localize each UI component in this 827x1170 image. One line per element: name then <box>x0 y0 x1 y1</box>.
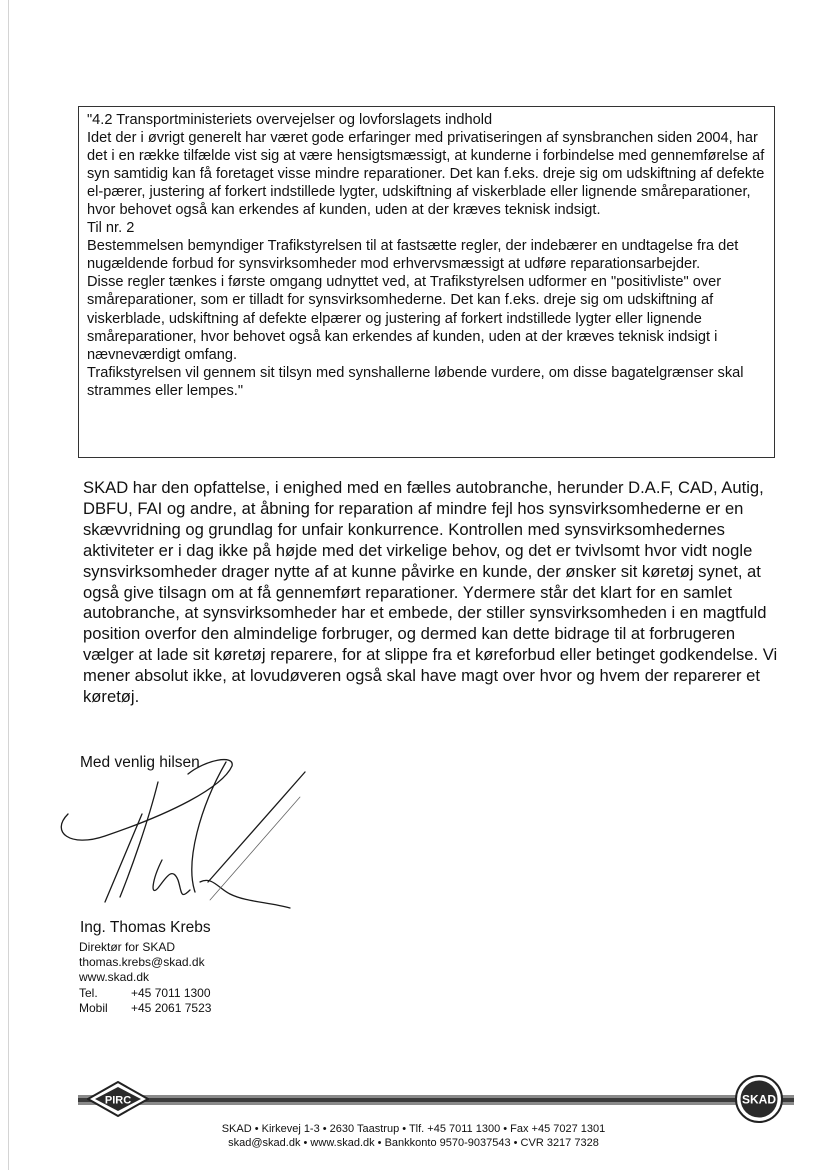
pirc-logo <box>87 1081 149 1117</box>
quote-paragraph-3: Disse regler tænkes i første omgang udnyttet ved, at Trafikstyrelsen udformer en "positivliste" over småreparationer, som er tilladt for synsvirksomhederne. Det kan f.eks. dreje sig om udskiftning af viskerblade, udskiftning af defekte elpærer og justering af forkert indstillede lygter eller lignende småreparationer, hvor behovet også kan erkendes af kunden, uden at der kræves teknisk indsigt i nævneværdigt omfang. <box>87 274 722 363</box>
body-paragraph: SKAD har den opfattelse, i enighed med en fælles autobranche, herunder D.A.F, CAD, Autig, DBFU, FAI og andre, at åbning for reparation af mindre fejl hos synsvirksomhederne er en skævvridning og grundlag for unfair konkurrence. Kontrollen med synsvirksomhedernes aktiviteter er i dag ikke på højde med det virkelige behov, og det er tvivlsomt hvor vidt nogle synsvirksomheder drager nytte af at kunne påvirke en kunde, der ønsker sit køretøj synet, at også give tilsagn om at få gennemført reparationer. Ydermere står det klart for en samlet autobranche, at synsvirksomheder har et embede, der stiller synsvirksomheden i en magtfuld position overfor den almindelige forbruger, og dermed kan dette bidrage til at forbrugeren vælger at lade sit køretøj reparere, for at slippe fra et køreforbud eller betinget godkendelse. Vi mener absolut ikke, at lovudøveren også skal have magt over hvor og hvem der reparerer et køretøj. <box>83 478 778 707</box>
mobile-number: +45 2061 7523 <box>131 1000 212 1015</box>
quote-paragraph-1: Idet der i øvrigt generelt har været gode erfaringer med privatiseringen af synsbranchen siden 2004, har det i en række tilfælde vist sig at være hensigtsmæssigt, at kunderne i forbindelse med gennemførelse af syn samtidig kan få foretaget visse mindre reparationer. Det kan f.eks. dreje sig om udskiftning af defekte el-pærer, justering af forkert indstillede lygter, udskiftning af viskerblade eller lignende småreparationer, hvor behovet også kan erkendes af kunden, uden at der kræves teknisk indsigt. <box>87 130 765 219</box>
skad-logo <box>734 1074 784 1124</box>
sender-contact-block <box>79 940 211 1016</box>
handwritten-signature <box>50 752 320 912</box>
quoted-law-text <box>78 106 775 458</box>
phone-label: Tel. <box>79 985 98 1000</box>
footer-bar-inner <box>78 1098 794 1102</box>
footer-bar <box>78 1093 794 1107</box>
phone-number: +45 7011 1300 <box>131 985 211 1000</box>
quote-subheading: Til nr. 2 <box>87 220 135 237</box>
footer-address <box>0 1122 827 1150</box>
sender-email[interactable]: thomas.krebs@skad.dk <box>79 955 205 970</box>
skad-logo-text: SKAD <box>741 1092 777 1107</box>
mobile-label: Mobil <box>79 1000 108 1015</box>
pirc-logo-text: PIRC <box>104 1094 132 1107</box>
sender-website[interactable]: www.skad.dk <box>79 970 150 985</box>
sender-title: Direktør for SKAD <box>79 940 176 954</box>
mobile-row <box>79 1001 211 1016</box>
phone-row <box>79 986 211 1001</box>
closing-greeting: Med venlig hilsen <box>80 754 200 771</box>
page-edge <box>8 0 9 1170</box>
quote-heading: "4.2 Transportministeriets overvejelser og lovforslagets indhold <box>87 112 493 128</box>
sender-name: Ing. Thomas Krebs <box>80 919 211 936</box>
quote-paragraph-4: Trafikstyrelsen vil gennem sit tilsyn med synshallerne løbende vurdere, om disse bagatelgrænser skal strammes eller lempes." <box>87 364 744 399</box>
footer-contact-line: skad@skad.dk • www.skad.dk • Bankkonto 9570-9037543 • CVR 3217 7328 <box>228 1137 599 1149</box>
quote-paragraph-2: Bestemmelsen bemyndiger Trafikstyrelsen til at fastsætte regler, der indebærer en undtagelse fra det nugældende forbud for synsvirksomheder mod erhvervsmæssigt at udføre reparationsarbejder. <box>87 238 739 273</box>
footer-address-line: SKAD • Kirkevej 1-3 • 2630 Taastrup • Tlf. +45 7011 1300 • Fax +45 7027 1301 <box>221 1123 606 1135</box>
